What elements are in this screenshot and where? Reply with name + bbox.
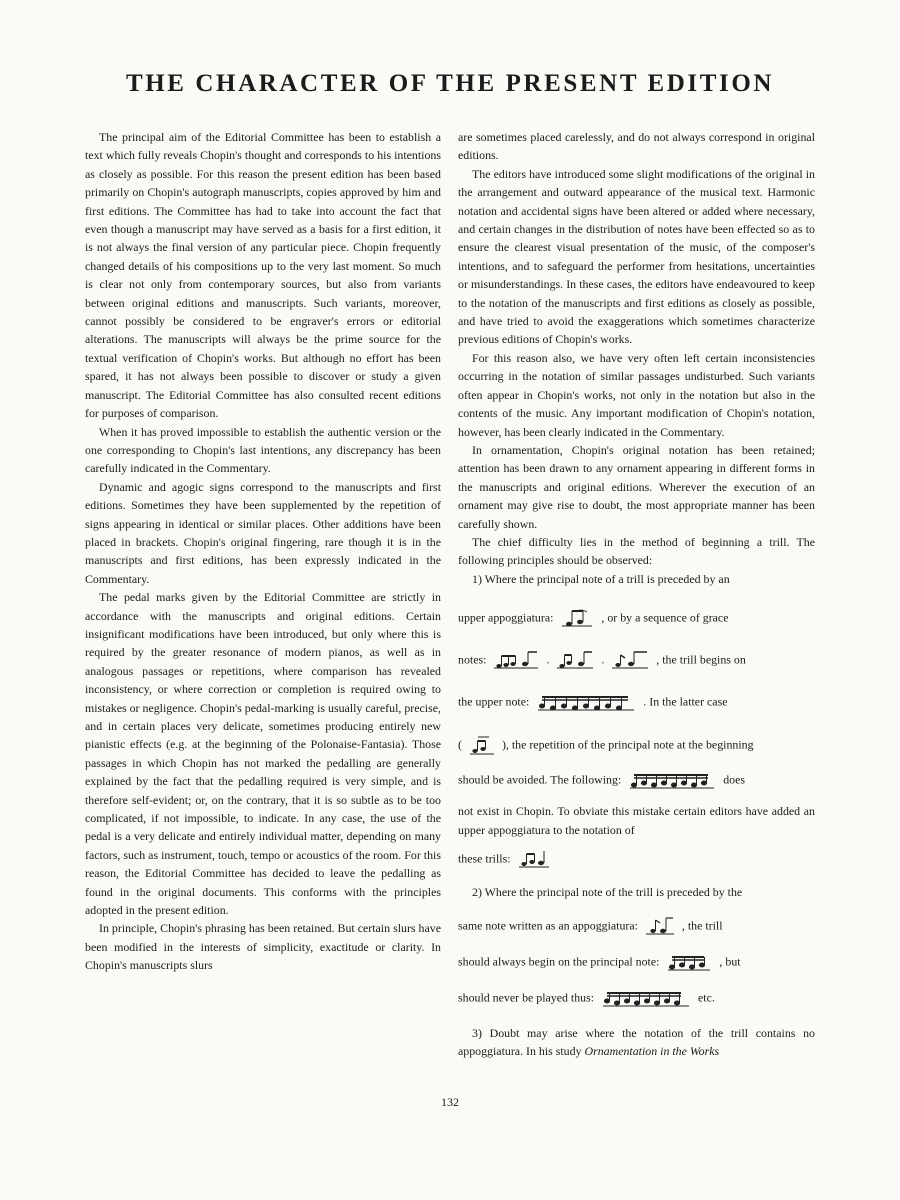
text-run: etc.: [698, 990, 715, 1005]
text-run: should never be played thus:: [458, 990, 595, 1005]
rule-2-line: [458, 916, 815, 938]
text-run: should always begin on the principal note:: [458, 954, 660, 969]
music-appoggiatura-icon: [645, 916, 675, 938]
text-run: . In the latter case: [643, 694, 728, 709]
music-trill-figure-icon: [536, 692, 636, 714]
paragraph: are sometimes placed carelessly, and do not always correspond in original editions.: [458, 130, 815, 163]
music-trill-figure-icon: [666, 952, 712, 974]
text-run: notes:: [458, 652, 487, 667]
rule-2-intro: 2) Where the principal note of the trill is preceded by the: [472, 884, 743, 899]
rule-1-line: [458, 608, 815, 630]
paragraph: The pedal marks given by the Editorial Committee are strictly in accordance with the manuscripts and original editions. Certain insignificant modifications have been introduced, but only where this is required by the greater resonance of modern pianos, as well as in analogous passages or repetitions, where comparison has revealed inconsistency, or where correction or completion is required owing to mistakes or negligence. Chopin's pedal-marking is usually careful, precise, and in certain places very delicate, sometimes producing entirely new pianistic effects (e.g. at the beginning of the Polonaise-Fantasia). Those passages in which Chopin has not marked the pedalling are generally explained by the fact that the pedalling required is very simple, and is therefore self-evident; or, on the contrary, that it is so subtle as to be too complicated, if not impossible, to indicate. In any case, the use of the pedal is a very delicate and entirely individual matter, depending on many factors, such as instrument, touch, tempo or acoustics of the room. For this reason, the Editorial Committee has decided to leave the pedalling as found in the original documents. This conforms with the principles adopted in the present edition.: [85, 590, 441, 918]
page-number: 132: [441, 1095, 459, 1109]
text-run: .: [601, 652, 605, 667]
rule-1-line: [458, 849, 815, 871]
text-run: does: [723, 772, 746, 787]
text-run: , the trill begins on: [656, 652, 746, 667]
page-title: THE CHARACTER OF THE PRESENT EDITION: [125, 70, 775, 97]
rule-2-line: [458, 952, 815, 974]
right-column: [458, 128, 815, 1061]
paragraph: In principle, Chopin's phrasing has been retained. But certain slurs have been modified in the interests of simplicity, exactitude or clarity. In Chopin's manuscripts slurs: [85, 921, 441, 973]
paragraph: not exist in Chopin. To obviate this mistake certain editors have added an upper appoggiatura to the notation of: [458, 804, 815, 837]
rule-1-intro: 1) Where the principal note of a trill is preceded by an: [472, 571, 730, 586]
music-grace-notes-icon: [611, 650, 649, 672]
paragraph: When it has proved impossible to establish the authentic version or the one corresponding to Chopin's last intentions, any discrepancy has been carefully indicated in the Commentary.: [85, 424, 441, 476]
music-appoggiatura-icon: [560, 608, 594, 630]
text-run: these trills:: [458, 851, 511, 866]
music-grace-notes-icon: [493, 650, 539, 672]
text-run: 3) Doubt may arise where the notation of the trill contains no appoggiatura. In his study: [458, 1025, 815, 1059]
text-run: (: [458, 737, 462, 752]
text-run: upper appoggiatura:: [458, 610, 554, 625]
paragraph: In ornamentation, Chopin's original notation has been retained; attention has been drawn to any ornament appearing in different forms in the manuscripts and original editions. Wherever the execution of an ornament may give rise to doubt, the most appropriate manner has been carefully shown.: [458, 442, 815, 531]
music-trill-figure-icon: [601, 988, 691, 1010]
rule-1-line: [458, 734, 815, 758]
paragraph: For this reason also, we have very often left certain inconsistencies occurring in the notation of similar passages undisturbed. Such variants often appear in Chopin's works, not only in the notation but also in the contents of the music. Any important modification of Chopin's notation, however, has been clearly indicated in the Commentary.: [458, 350, 815, 439]
text-run: ), the repetition of the principal note at the beginning: [501, 737, 754, 752]
music-grace-notes-icon: [469, 734, 495, 758]
paragraph: The chief difficulty lies in the method of beginning a trill. The following principles should be observed:: [458, 534, 815, 568]
book-title: Ornamentation in the Works: [584, 1044, 720, 1059]
music-trill-figure-icon: [628, 770, 716, 792]
paragraph: The editors have introduced some slight modifications of the original in the arrangement and outward appearance of the musical text. Harmonic notation and accidental signs have been altered or added where necessary, and certain changes in the distribution of notes have been effected so as to ensure the clearest visual presentation of the music, of the composer's intentions, and to safeguard the performer from hesitations, uncertainties or misunderstandings. In these cases, the editors have endeavoured to keep to the notation of the manuscripts and first editions as closely as possible, and have tried to avoid the exaggerations which sometimes characterize previous editions of Chopin's works.: [458, 166, 815, 347]
text-run: , the trill: [681, 918, 723, 933]
music-appoggiatura-icon: [518, 849, 550, 871]
left-column: [85, 128, 441, 975]
paragraph: The principal aim of the Editorial Committee has been to establish a text which fully reveals Chopin's thought and corresponds to his intentions as closely as possible. For this reason the present edition has been based primarily on Chopin's autograph manuscripts, copies approved by him and first editions. The Committee has had to take into account the fact that even though a manuscript may have served as a basis for a first edition, it is not always the final version of any particular piece. Chopin frequently changed details of his compositions up to the very last moment. So much is clear not only from contemporary sources, but also from variants between original editions and manuscripts. Such variants, moreover, cannot possibly be considered to be engraver's errors or editorial alterations. The manuscripts will always be the prime source for the textual verification of Chopin's works. But although no effort has been spared, it has not always been possible to discover or study a given manuscript. The Editorial Committee has also consulted recent editions for purposes of comparison.: [85, 130, 441, 421]
text-run: the upper note:: [458, 694, 530, 709]
text-run: .: [546, 652, 550, 667]
text-run: should be avoided. The following:: [458, 772, 622, 787]
text-run: , but: [719, 954, 741, 969]
rule-1-line: [458, 650, 815, 672]
rule-1-line: [458, 692, 815, 714]
paragraph: Dynamic and agogic signs correspond to the manuscripts and first editions. Sometimes they have been supplemented by the repetition of signs appearing in identical or similar places. Other additions have been placed in brackets. Chopin's original fingering, rare though it is in the manuscripts and first editions, has been expressly indicated in the Commentary.: [85, 479, 441, 586]
music-grace-notes-icon: [556, 650, 594, 672]
text-run: same note written as an appoggiatura:: [458, 918, 638, 933]
text-run: , or by a sequence of grace: [601, 610, 729, 625]
rule-3-paragraph: [458, 1024, 815, 1061]
rule-1-line: [458, 770, 815, 792]
rule-2-line: [458, 988, 815, 1010]
